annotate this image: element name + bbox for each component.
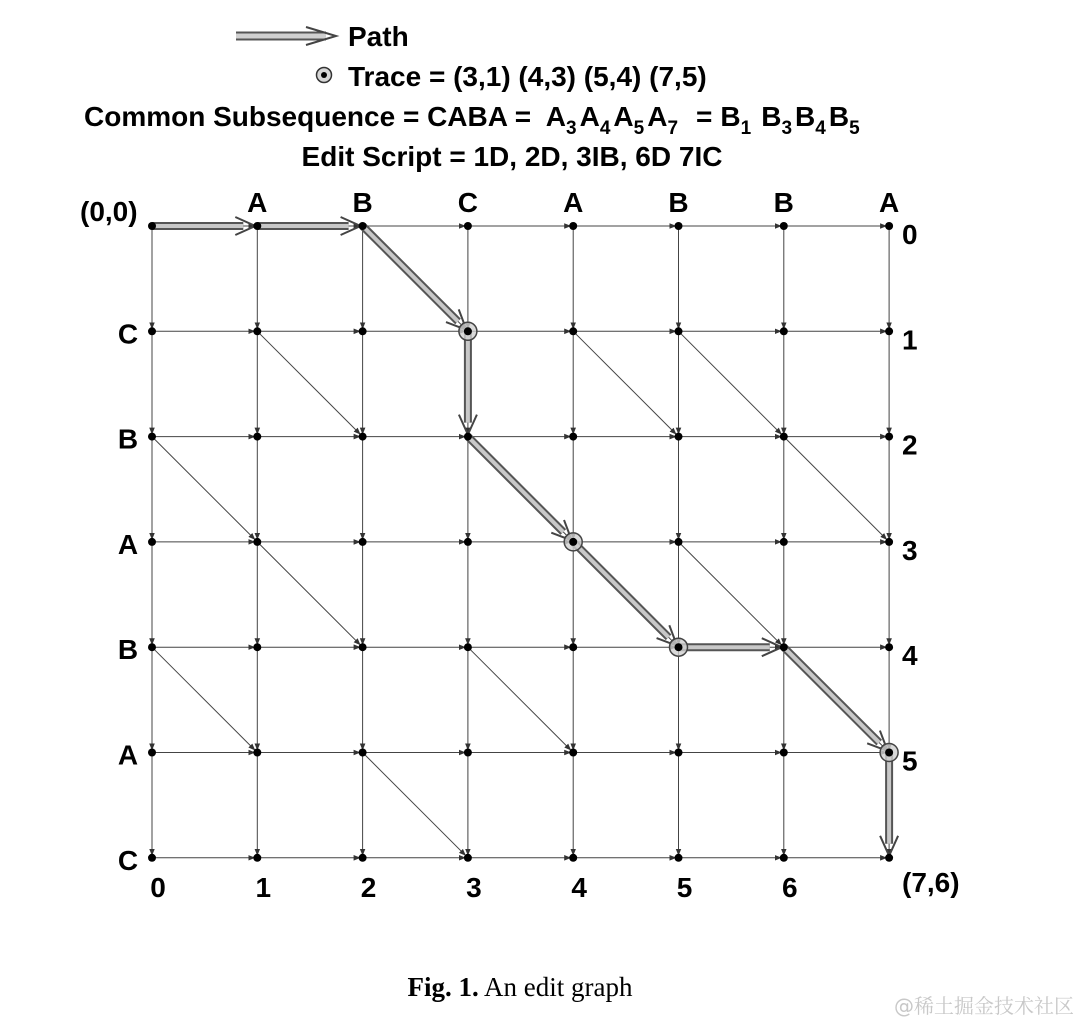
path-segment-fill	[784, 647, 879, 742]
trace-point-dot	[885, 749, 893, 757]
diagonal-edges	[152, 226, 887, 856]
path-segment	[679, 638, 782, 656]
diagonal-edge	[679, 331, 782, 434]
graph-node	[885, 854, 893, 862]
x-index-label: 5	[676, 872, 693, 903]
graph-node	[253, 643, 261, 651]
graph-node	[359, 643, 367, 651]
string-a-letter: B	[352, 187, 373, 218]
string-b-letter: A	[117, 739, 139, 771]
path-legend-label: Path	[348, 21, 409, 52]
graph-node	[464, 433, 472, 441]
graph-node	[675, 222, 683, 230]
string-a-letter: A	[247, 187, 268, 218]
graph-node	[464, 854, 472, 862]
grid-edges	[152, 226, 889, 858]
string-b-letter: B	[117, 423, 139, 455]
graph-node	[885, 643, 893, 651]
graph-node	[148, 749, 156, 757]
y-index-label: 1	[902, 324, 918, 356]
watermark: @稀土掘金技术社区	[894, 994, 1074, 1018]
graph-node	[675, 854, 683, 862]
graph-node	[359, 749, 367, 757]
x-index-label: 2	[360, 872, 377, 903]
path-segment-fill	[573, 542, 668, 637]
diagonal-edge	[679, 542, 782, 645]
graph-node	[780, 749, 788, 757]
string-a-letter: A	[563, 187, 584, 218]
trace-point-dot	[675, 643, 683, 651]
graph-node	[569, 854, 577, 862]
graph-node	[148, 538, 156, 546]
common-subsequence-line: Common Subsequence = CABA = $A_3$ $A_4$ $A_5$ $A_7 = B_1$ $B_3$ $B_4$ $B_5$	[84, 101, 860, 139]
graph-node	[780, 854, 788, 862]
graph-node	[464, 749, 472, 757]
graph-node	[148, 854, 156, 862]
graph-node	[780, 433, 788, 441]
trace-legend-label: Trace = (3,1) (4,3) (5,4) (7,5)	[348, 61, 707, 92]
trace-point-dot	[464, 327, 472, 335]
graph-node	[359, 854, 367, 862]
path-segment	[363, 226, 467, 330]
graph-node	[359, 433, 367, 441]
trace-legend-icon	[317, 68, 332, 83]
axis-labels	[118, 187, 918, 903]
caption-text: An edit graph	[484, 972, 633, 1002]
graph-node	[148, 643, 156, 651]
string-b-letter: B	[117, 634, 139, 666]
path-segment	[459, 331, 477, 434]
graph-node	[885, 433, 893, 441]
graph-node	[464, 538, 472, 546]
path-segment	[880, 753, 898, 856]
graph-node	[780, 327, 788, 335]
graph-node	[780, 538, 788, 546]
path-segment	[257, 217, 360, 235]
graph-node	[148, 433, 156, 441]
graph-node	[253, 327, 261, 335]
trace-point-dot	[569, 538, 577, 546]
path-segment	[784, 647, 888, 751]
diagonal-edge	[257, 331, 360, 434]
x-index-label: 0	[150, 872, 166, 903]
legend	[236, 21, 707, 92]
graph-node	[675, 538, 683, 546]
y-index-label: 5	[902, 745, 918, 777]
diagonal-edge	[257, 542, 360, 645]
graph-node	[569, 327, 577, 335]
path-segment-fill	[468, 437, 563, 532]
y-index-label: 4	[902, 640, 918, 672]
diagonal-edge	[363, 753, 466, 856]
string-b-letter: C	[117, 318, 139, 350]
graph-node	[569, 222, 577, 230]
x-index-label: 4	[571, 872, 587, 903]
diagonal-edge	[152, 437, 255, 540]
x-index-label: 1	[255, 872, 272, 903]
edit-path	[152, 217, 898, 856]
graph-node	[675, 433, 683, 441]
string-a-letter: C	[457, 187, 479, 218]
string-a-letter: A	[878, 187, 900, 218]
graph-node	[464, 222, 472, 230]
edit-script-line: Edit Script = 1D, 2D, 3IB, 6D 7IC	[301, 141, 723, 172]
graph-node	[569, 643, 577, 651]
x-index-label: 6	[782, 872, 798, 903]
graph-node	[253, 222, 261, 230]
path-legend-arrow	[236, 27, 336, 45]
diagonal-edge	[784, 437, 887, 540]
graph-node	[885, 327, 893, 335]
diagonal-edge	[468, 647, 571, 750]
graph-node	[569, 433, 577, 441]
path-segment	[152, 217, 255, 235]
graph-node	[780, 222, 788, 230]
x-index-label: 3	[466, 872, 482, 903]
string-b-letter: A	[117, 528, 139, 560]
graph-node	[675, 749, 683, 757]
graph-node	[253, 854, 261, 862]
graph-node	[675, 327, 683, 335]
figure-caption	[0, 972, 1040, 1003]
end-label: (7,6)	[902, 867, 960, 898]
graph-node	[359, 327, 367, 335]
graph-node	[253, 538, 261, 546]
y-index-label: 0	[902, 219, 918, 250]
path-segment	[573, 542, 677, 646]
graph-node	[148, 327, 156, 335]
path-segment	[468, 437, 572, 541]
graph-node	[253, 749, 261, 757]
graph-node	[253, 433, 261, 441]
string-b-letter: C	[117, 844, 139, 876]
graph-node	[569, 749, 577, 757]
graph-node	[885, 222, 893, 230]
graph-node	[359, 538, 367, 546]
caption-label: Fig. 1.	[407, 972, 479, 1002]
graph-node	[359, 222, 367, 230]
path-segment-fill	[363, 226, 458, 321]
diagonal-edge	[152, 647, 255, 750]
string-a-letter: B	[668, 187, 689, 218]
origin-label: (0,0)	[80, 196, 138, 227]
graph-node	[885, 538, 893, 546]
y-index-label: 3	[902, 534, 918, 566]
graph-node	[148, 222, 156, 230]
string-a-letter: B	[773, 187, 794, 218]
diagonal-edge	[573, 331, 676, 434]
graph-node	[780, 643, 788, 651]
y-index-label: 2	[902, 429, 918, 461]
graph-node	[464, 643, 472, 651]
